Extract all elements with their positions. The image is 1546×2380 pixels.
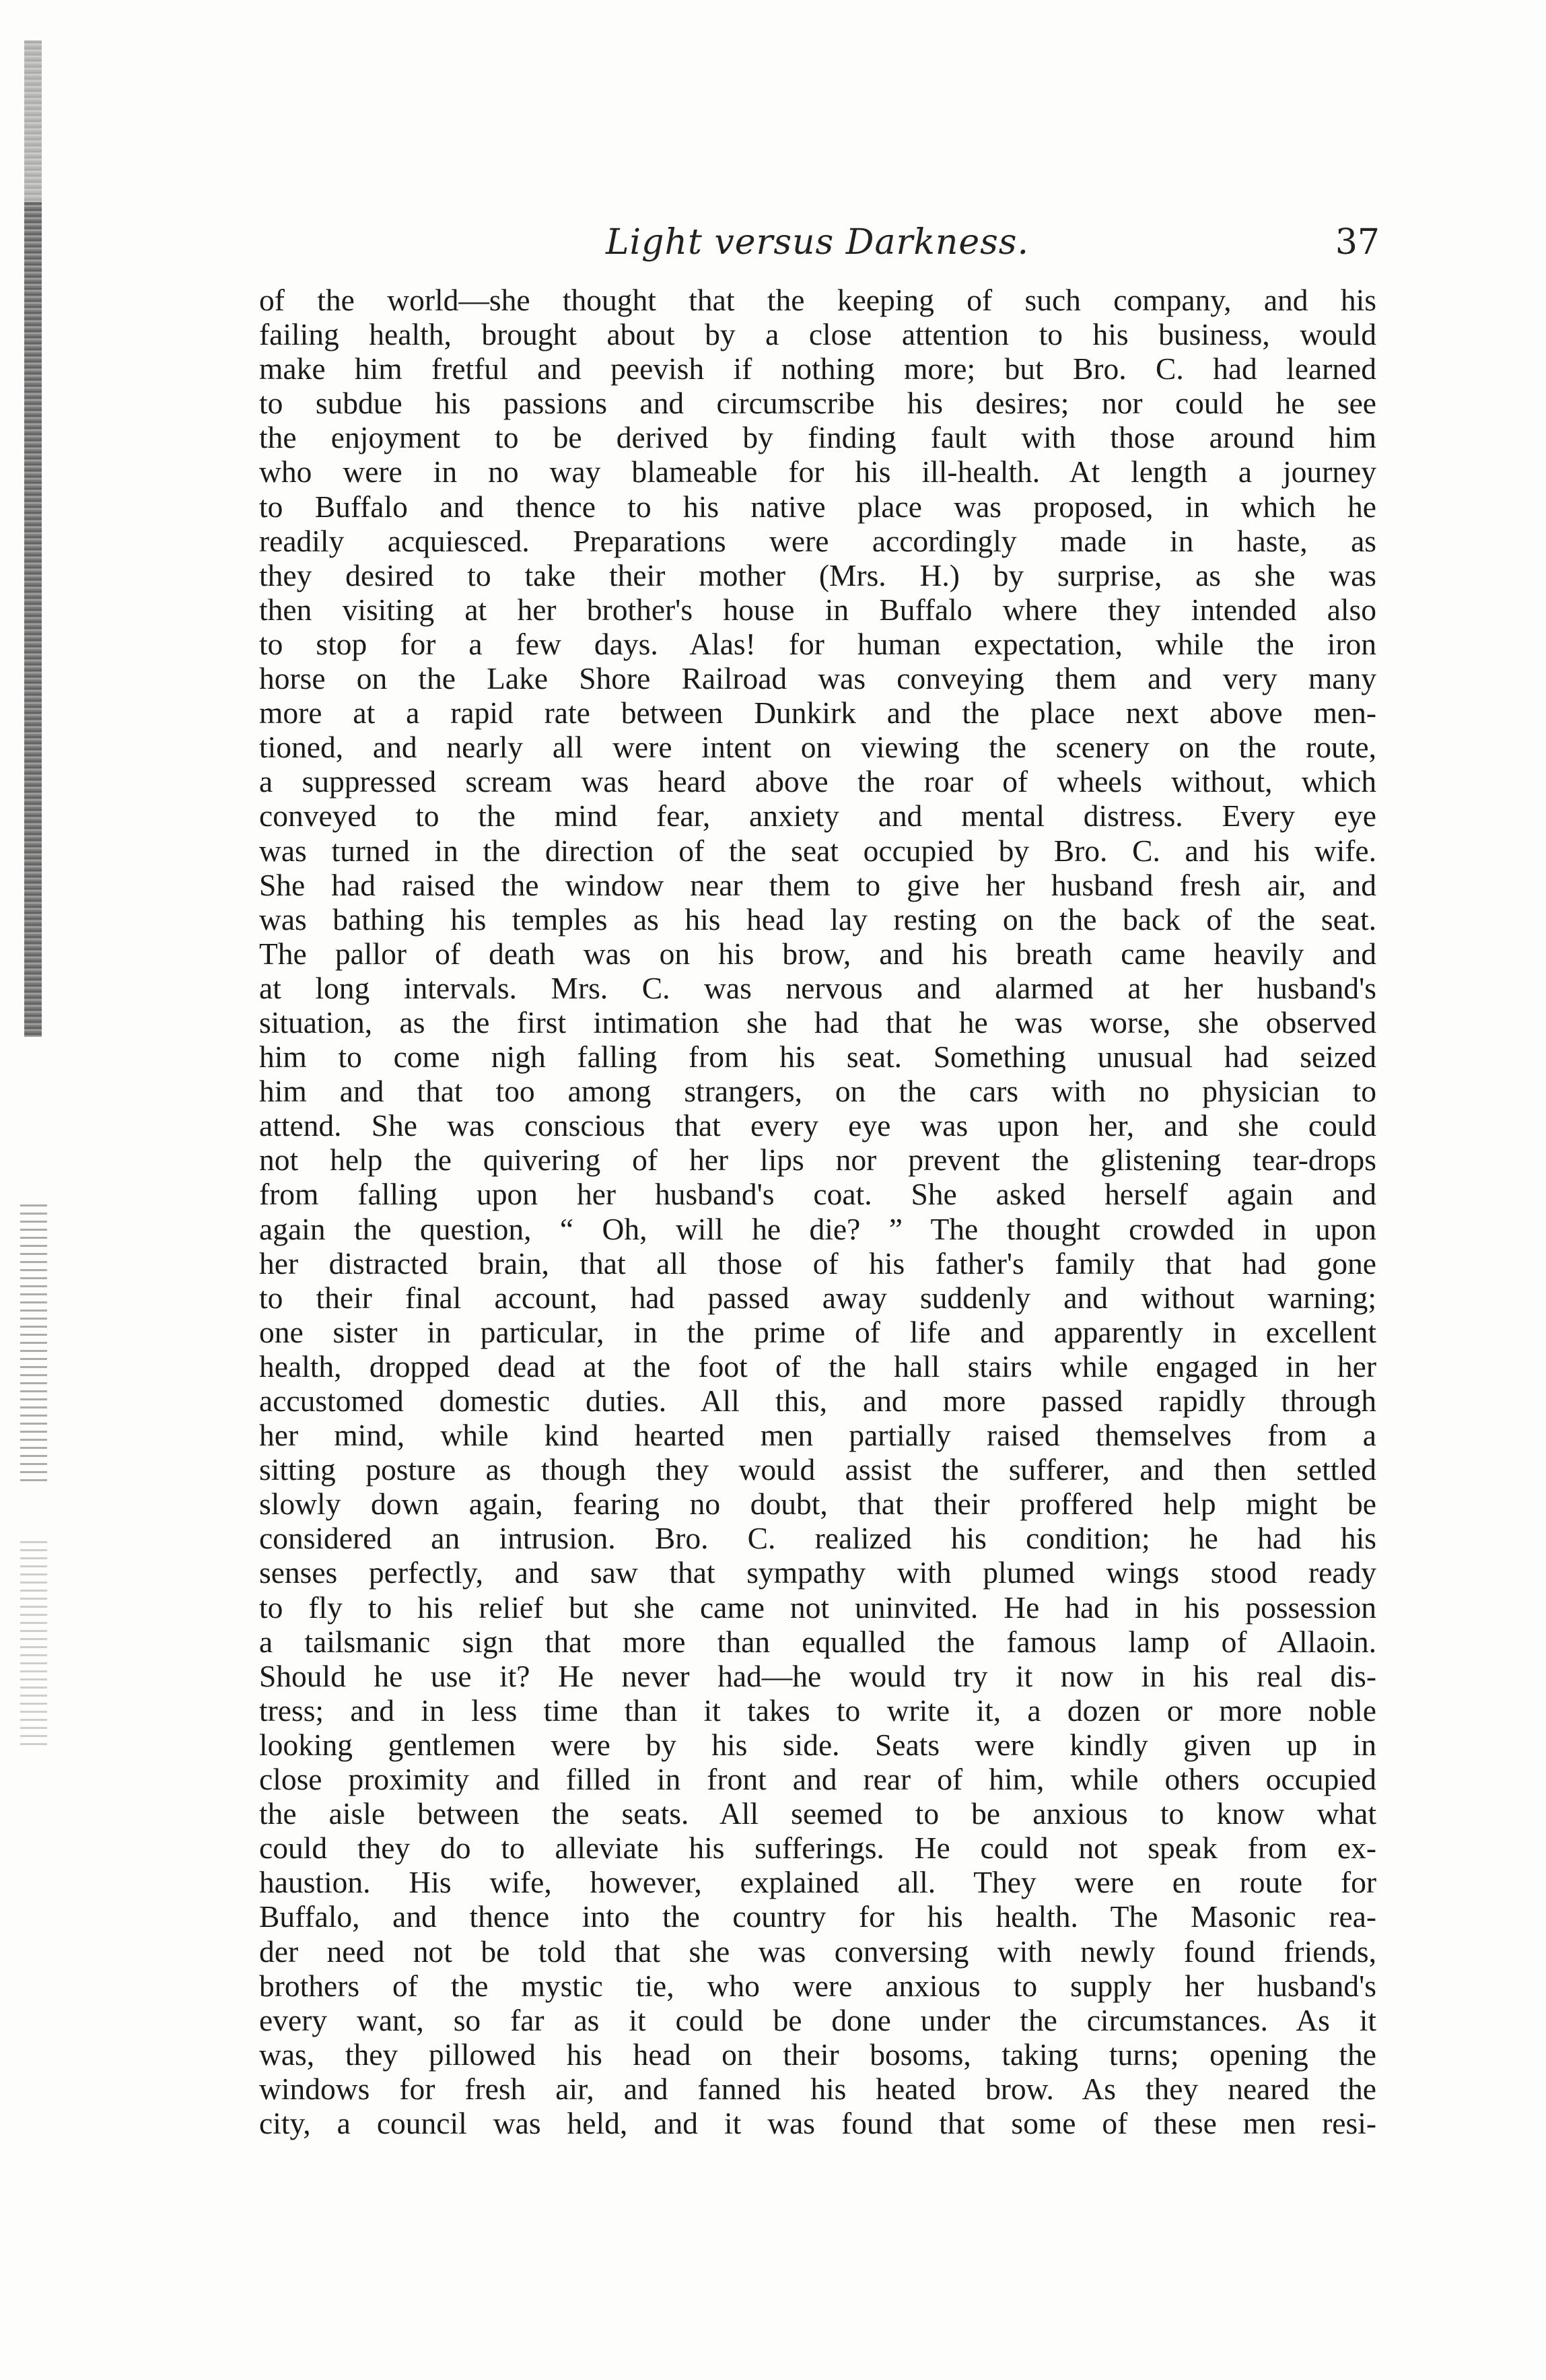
text-line: to Buffalo and thence to his native place was proposed, in which he (259, 489, 1376, 524)
text-line: they desired to take their mother (Mrs. H.) by surprise, as she was (259, 557, 1376, 592)
binding-shadow (24, 40, 42, 202)
text-line: him to come nigh falling from his seat. Something unusual had seized (259, 1040, 1376, 1075)
text-line: of the world—she thought that the keeping of such company, and his (259, 283, 1376, 317)
text-line: make him fretful and peevish if nothing more; but Bro. C. had learned (259, 351, 1376, 386)
text-line: readily acquiesced. Preparations were accordingly made in haste, as (259, 523, 1376, 558)
text-line: horse on the Lake Shore Railroad was conveying them and very many (259, 661, 1376, 696)
binding-shadow (24, 202, 42, 1037)
text-line: considered an intrusion. Bro. C. realized his condition; he had his (259, 1521, 1376, 1556)
text-line: to fly to his relief but she came not uninvited. He had in his possession (259, 1590, 1376, 1625)
running-head (256, 222, 1380, 276)
text-line: attend. She was conscious that every eye was upon her, and she could (259, 1108, 1376, 1143)
body-text (259, 283, 1376, 2140)
text-line: every want, so far as it could be done under the circumstances. As it (259, 2002, 1376, 2037)
text-line: tioned, and nearly all were intent on viewing the scenery on the route, (259, 730, 1376, 765)
text-line: slowly down again, fearing no doubt, that their proffered help might be (259, 1487, 1376, 1522)
running-title: Light versus Darkness. (606, 222, 1029, 263)
text-line: was turned in the direction of the seat occupied by Bro. C. and his wife. (259, 833, 1376, 868)
text-line: one sister in particular, in the prime of life and apparently in excellent (259, 1314, 1376, 1349)
text-line: health, dropped dead at the foot of the hall stairs while engaged in her (259, 1349, 1376, 1384)
text-line: accustomed domestic duties. All this, and more passed rapidly through (259, 1384, 1376, 1418)
text-line: was, they pillowed his head on their bosoms, taking turns; opening the (259, 2037, 1376, 2072)
text-line: then visiting at her brother's house in Buffalo where they intended also (259, 592, 1376, 627)
text-line: to stop for a few days. Alas! for human expectation, while the iron (259, 626, 1376, 661)
text-line: senses perfectly, and saw that sympathy with plumed wings stood ready (259, 1555, 1376, 1590)
text-line: her distracted brain, that all those of his father's family that had gone (259, 1246, 1376, 1281)
text-line: a tailsmanic sign that more than equalled the famous lamp of Allaoin. (259, 1624, 1376, 1659)
text-line: more at a rapid rate between Dunkirk and the place next above men- (259, 695, 1376, 730)
text-line: tress; and in less time than it takes to write it, a dozen or more noble (259, 1693, 1376, 1728)
text-line: looking gentlemen were by his side. Seats were kindly given up in (259, 1727, 1376, 1762)
text-line: again the question, “ Oh, will he die? ” The thought crowded in upon (259, 1211, 1376, 1246)
binding-speckle (20, 1535, 47, 1750)
text-line: him and that too among strangers, on the cars with no physician to (259, 1074, 1376, 1109)
text-line: her mind, while kind hearted men partially raised themselves from a (259, 1418, 1376, 1453)
binding-speckle (20, 1198, 47, 1481)
text-line: a suppressed scream was heard above the roar of wheels without, which (259, 764, 1376, 799)
text-line: situation, as the first intimation she had that he was worse, she observed (259, 1005, 1376, 1040)
text-line: the enjoyment to be derived by finding fault with those around him (259, 420, 1376, 455)
text-line: conveyed to the mind fear, anxiety and mental distress. Every eye (259, 798, 1376, 834)
text-line: brothers of the mystic tie, who were anxious to supply her husband's (259, 1968, 1376, 2003)
page-number: 37 (1335, 222, 1380, 263)
text-line: at long intervals. Mrs. C. was nervous and alarmed at her husband's (259, 970, 1376, 1005)
text-line: city, a council was held, and it was found that some of these men resi- (259, 2105, 1376, 2140)
text-line: Buffalo, and thence into the country for his health. The Masonic rea- (259, 1899, 1376, 1934)
text-line: failing health, brought about by a close attention to his business, would (259, 317, 1376, 352)
text-line: windows for fresh air, and fanned his heated brow. As they neared the (259, 2071, 1376, 2106)
text-line: to their final account, had passed away suddenly and without warning; (259, 1280, 1376, 1315)
text-line: not help the quivering of her lips nor prevent the glistening tear-drops (259, 1143, 1376, 1178)
text-line: close proximity and filled in front and rear of him, while others occupied (259, 1762, 1376, 1797)
text-line: could they do to alleviate his sufferings. He could not speak from ex- (259, 1831, 1376, 1866)
text-line: from falling upon her husband's coat. She asked herself again and (259, 1177, 1376, 1212)
text-line: haustion. His wife, however, explained all. They were en route for (259, 1865, 1376, 1900)
text-line: was bathing his temples as his head lay resting on the back of the seat. (259, 902, 1376, 937)
text-line: She had raised the window near them to give her husband fresh air, and (259, 867, 1376, 902)
text-line: to subdue his passions and circumscribe his desires; nor could he see (259, 386, 1376, 421)
text-line: the aisle between the seats. All seemed to be anxious to know what (259, 1796, 1376, 1831)
text-line: Should he use it? He never had—he would try it now in his real dis- (259, 1658, 1376, 1693)
text-line: sitting posture as though they would assist the sufferer, and then settled (259, 1452, 1376, 1487)
text-line: der need not be told that she was conversing with newly found friends, (259, 1934, 1376, 1969)
text-line: who were in no way blameable for his ill-health. At length a journey (259, 454, 1376, 489)
text-line: The pallor of death was on his brow, and his breath came heavily and (259, 936, 1376, 971)
binding-edge (0, 0, 74, 2380)
